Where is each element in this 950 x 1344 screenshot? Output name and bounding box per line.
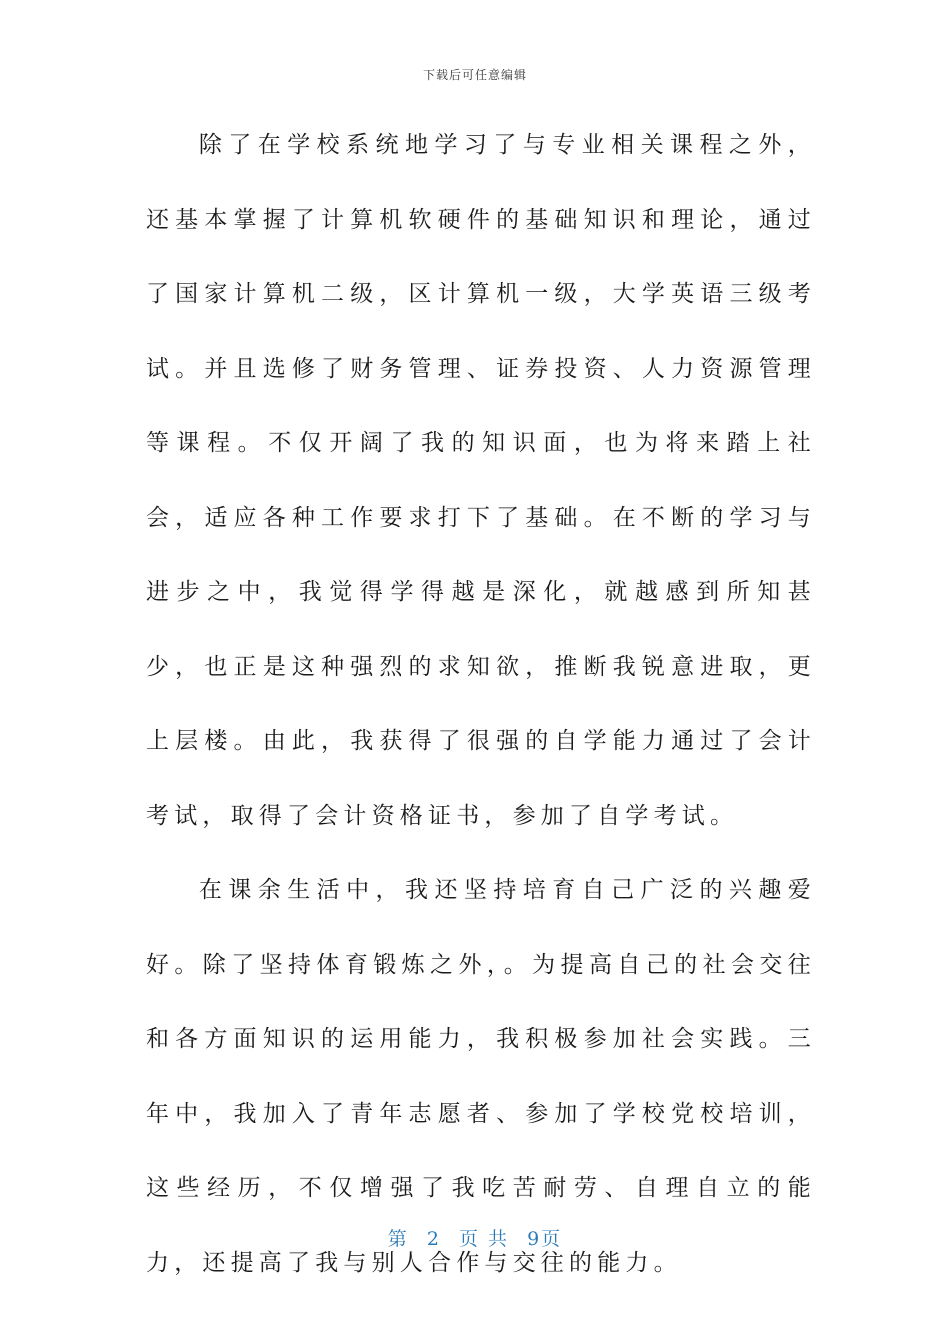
- footer-prefix: 第: [387, 1228, 409, 1250]
- header-note: 下载后可任意编辑: [422, 68, 527, 82]
- page-footer: [0, 1224, 950, 1251]
- paragraph-study: 除了在学校系统地学习了与专业相关课程之外，还基本掌握了计算机软硬件的基础知识和理论，通过了国家计算机二级，区计算机一级，大学英语三级考试。并且选修了财务管理、证券投资、人力资源管理等课程。不仅开阔了我的知识面，也为将来踏上社会，适应各种工作要求打下了基础。在不断的学习与进步之中，我觉得学得越是深化，就越感到所知甚少，也正是这种强烈的求知欲，推断我锐意进取，更上层楼。由此，我获得了很强的自学能力通过了会计考试，取得了会计资格证书，参加了自学考试。: [146, 132, 816, 829]
- footer-middle: 页 共: [459, 1228, 510, 1250]
- document-body: [146, 108, 816, 1300]
- footer-page-number: 2: [426, 1228, 441, 1250]
- footer-total-pages: 9页: [527, 1228, 563, 1250]
- paragraph-activities: 在课余生活中，我还坚持培育自己广泛的兴趣爱好。除了坚持体育锻炼之外，。为提高自己的社会交往和各方面知识的运用能力，我积极参加社会实践。三年中，我加入了青年志愿者、参加了学校党校培训，这些经历，不仅增强了我吃苦耐劳、自理自立的能力，还提高了我与别人合作与交往的能力。: [146, 877, 816, 1276]
